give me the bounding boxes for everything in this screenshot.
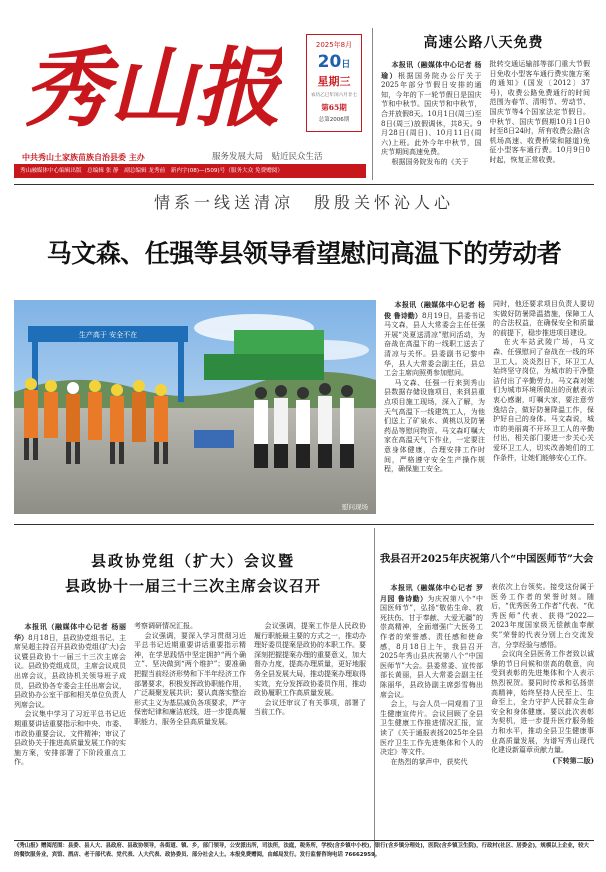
main-headline: 马文森、任强等县领导看望慰问高温下的劳动者 <box>46 239 562 268</box>
expressway-col-1 <box>381 60 482 168</box>
cppcc-paragraph: 会议集中学习了习近平总书记近期重要讲话重要指示和中央、市委、市政协重要会议、文件精神；审议了县政协关于推进高质量发展工作的实施方案，安排部署了下阶段重点工作。 <box>14 710 126 767</box>
lead-byline: 本报讯（融媒体中心记者 杨俊 鲁诗勤） <box>384 300 485 320</box>
divider <box>374 528 375 858</box>
divider <box>14 840 594 841</box>
cppcc-byline: 本报讯（融媒体中心记者 杨丽华） <box>14 622 126 642</box>
photo-illustration <box>14 300 376 514</box>
doctors-paragraph: 表依次上台领奖。接受这份属于医务工作者的荣誉时刻。随后，“优秀医务工作者”代表、“优秀医师”代表、获得“2022—2023年度国家级无偿献血奉献奖”荣誉的代表分别上台交流发言，分享经验与感悟。 <box>491 583 594 649</box>
date-weekday: 星期三 <box>317 75 351 88</box>
doctors-col-1 <box>380 583 483 767</box>
lead-story <box>384 300 594 514</box>
footer-text: 《秀山报》赠阅范围：县委、县人大、县政府、县政协领导，各街道、镇、乡，部门领导，公安派出所，司法所，法庭，税务所，学校(含乡镇中小校)，银行(含乡镇分理处)，医院(含乡镇卫生院)，行政村(社区、居委会)，规模以上企业，较大的餐饮服务业，宾馆、酒店、老干部代表、党代表、人大代表、政协委员、部分社会人士。本报免费赠阅，由邮局发行。发行监督咨询电话 76662959。 <box>14 843 589 858</box>
lead-paragraph: 同时，他还要求项目负责人要切实做好防暑降温措施，保障工人的合法权益，在确保安全和质量的前提下，稳步推进项目建设。 <box>493 300 594 337</box>
divider <box>14 524 594 525</box>
lead-story-col-2 <box>493 300 594 514</box>
footer-distribution <box>14 842 594 868</box>
divider <box>14 184 594 185</box>
doctors-paragraph: 会上，与会人员一同观看了卫生健康宣传片。会议回顾了全县卫生健康工作推进情况汇报，宣读了《关于通报表扬2025年全县医疗卫生工作先进集体和个人的决定》等文件。 <box>380 700 483 757</box>
lead-paragraph: 8月19日，县委书记马文森，县人大常委会主任任强开展“炎夏送清凉”慰问活动，为奋战在高温下的一线职工送去了清凉与关怀。县委副书记黎中华，县人大常委会副主任，县总工会主席向照勇参加慰问。 <box>384 311 485 378</box>
expressway-col-2 <box>490 60 591 168</box>
cppcc-paragraph: 会议强调，提案工作是人民政协履行职能最主要的方式之一，推动办理好委员提案是政协的本职工作。要深刻把握提案办理的重要意义，加大督办力度，提高办理质量，更好地服务全县发展大局，推动提案办理取得实效，充分发挥政协委员作用，推动政协履职工作高质量发展。 <box>254 622 366 698</box>
cppcc-story <box>14 528 372 858</box>
date-day-suffix: 日 <box>341 60 351 70</box>
date-month: 2025年8月 <box>315 41 353 49</box>
lead-photo <box>14 300 376 514</box>
issue-number: 第65期 <box>321 103 347 112</box>
cppcc-col-2 <box>134 622 246 768</box>
doctors-paragraph: 在热烈的掌声中，获奖代 <box>390 757 468 766</box>
masthead-title <box>22 30 282 140</box>
photo-sign: 生产高于 安全不在 <box>78 331 138 339</box>
cppcc-headline-1: 县政协党组（扩大）会议暨 <box>90 552 295 570</box>
cppcc-col-1 <box>14 622 126 768</box>
cppcc-headline-2: 县政协十一届三十三次主席会议召开 <box>64 577 321 595</box>
expressway-paragraph: 根据国务院发布的《关于 <box>391 157 469 166</box>
continued-note: (下转第二版) <box>552 755 594 765</box>
date-lunar: 农历乙巳年闰六月廿七 <box>311 93 357 98</box>
expressway-box <box>372 28 594 180</box>
doctors-story <box>380 528 594 858</box>
doctors-headline: 我县召开2025年庆祝第八个“中国医师节”大会 <box>380 553 594 565</box>
doctors-paragraph: 为庆祝第八个“中国医师节”，弘扬“敬佑生命、救死扶伤、甘于奉献、大爱无疆”的崇高精神，全面增强广大医务工作者的荣誉感、责任感和使命感，8月18日上午，我县召开2025年秀山县庆祝第八个“中国医师节”大会。县委常委、宣传部部长黄丽，县人大常委会副主任陈丽华，县政协副主席彭雪梅出席会议。 <box>380 594 483 699</box>
issue-total: 总第2006期 <box>318 117 350 123</box>
cppcc-paragraph: 会议还审议了有关事项，部署了当前工作。 <box>254 698 366 717</box>
doctors-col-2 <box>491 583 594 767</box>
doctors-paragraph: 会议向全县医务工作者致以诚挚的节日问候和崇高的敬意，向受到表彰的先进集体和个人表示热烈祝贺。要同时传承和弘扬崇高精神，始终坚持人民至上、生命至上，全力守护人民群众生命安全和身体健康。要以此次表彰为契机，进一步提升医疗服务能力和水平，推动全县卫生健康事业高质量发展，为谱写秀山现代化建设新篇章贡献力量。 <box>491 650 594 755</box>
date-block <box>306 34 362 132</box>
lead-paragraph: 在火车站武陵广场，马文森、任强慰问了奋战在一线的环卫工人。炎炎烈日下，环卫工人始终坚守岗位，为城市的干净整洁付出了辛勤劳力。马文森对她们为城市环境所做出的贡献表示衷心感谢，叮嘱大家，要注意劳逸结合，做好防暑降温工作，保护好自己的身体。马文森说，城市的美丽离不开环卫工人的辛勤付出，相关部门要进一步关心关爱环卫工人，切实改善她们的工作条件，让她们能够安心工作。 <box>493 338 594 462</box>
doctors-byline: 本报讯（融媒体中心记者 罗月园 鲁诗勤） <box>380 583 483 603</box>
sponsor-line: 中共秀山土家族苗族自治县委 主办 <box>22 153 145 162</box>
expressway-paragraph: 批转交通运输部等部门重大节假日免收小型客车通行费实施方案的通知》(国发〔2012〕37号)，收费公路免费通行的时间范围为春节、清明节、劳动节、国庆节等4个国家法定节假日。中秋节、国庆节假期10月1日0时至8日24时，所有收费公路(含机场高速、收费桥梁和隧道)免征小型客车通行费。10月9日0时起，恢复正常收费。 <box>489 60 590 164</box>
cppcc-col-3 <box>254 622 366 768</box>
lead-paragraph: 马文森、任强一行来到秀山县数据存储设施项目，来到县重点项目施工现场，深入了解，为天气高温下一线建筑工人，为他们送上了矿泉水、黄桃以及防暑药品等慰问物资。马文森叮嘱大家在高温天气下作业，一定要注意身体健康，合理安排工作时间，严格遵守安全生产操作规程，确保施工安全。 <box>384 378 485 474</box>
lead-story-col-1 <box>384 300 485 514</box>
masthead-calligraphy <box>22 30 282 140</box>
masthead-title-text: 秀山报 <box>23 38 281 139</box>
expressway-headline: 高速公路八天免费 <box>423 35 544 51</box>
photo-caption: 慰问现场 <box>342 503 368 511</box>
banner-subtitle: 情系一线送清凉 殷殷关怀沁人心 <box>153 193 454 212</box>
expressway-paragraph: 根据国务院办公厅关于2025年部分节假日安排的通知，今年的下一轮节假日是国庆节和中秋节。国庆节和中秋节，合并放假8天。10月1日(周三)至8日(周三)放假调休，共8天。9月28日(周日)、10月11日(周六)上班。此外今年中秋节，国庆节期间高速免费。 <box>381 71 482 157</box>
cppcc-paragraph: 8月18日，县政协党组书记、主席吴超主持召开县政协党组(扩大)会议暨县政协十一届三十三次主席会议。县政协党组成员，主席会议成员出席会议，县政协机关领导班子成员，县政协各专委会主任出席会议，县政协办公室干部和相关单位负责人列席会议。 <box>14 633 126 709</box>
masthead-bar-text: 秀山融媒体中心编辑出版 总编辑 张 静 副总编辑 龙秀前 新内字(08)—(509)号（服务大众 免费赠阅） <box>20 168 283 174</box>
expressway-byline: 本报讯（融媒体中心记者 杨瑜） <box>381 60 482 80</box>
date-day: 20 <box>317 52 342 72</box>
masthead-bar <box>14 164 366 178</box>
cppcc-paragraph: 会议强调，要深入学习贯彻习近平总书记近期重要讲话重要指示精神，在学思践悟中坚定拥护“两个确立”、坚决做到“两个维护”；要准确把握当前经济形势和下半年经济工作部署要求，积极发挥政协职能作用，广泛凝聚发展共识；要认真落实整治形式主义为基层减负各项要求，严守保密纪律和廉洁底线，进一步提高履职能力，服务全县高质量发展。 <box>134 631 246 726</box>
cppcc-paragraph: 考察调研情况汇报。 <box>134 622 197 630</box>
slogan-line: 服务发展大局 贴近民众生活 <box>212 152 323 162</box>
